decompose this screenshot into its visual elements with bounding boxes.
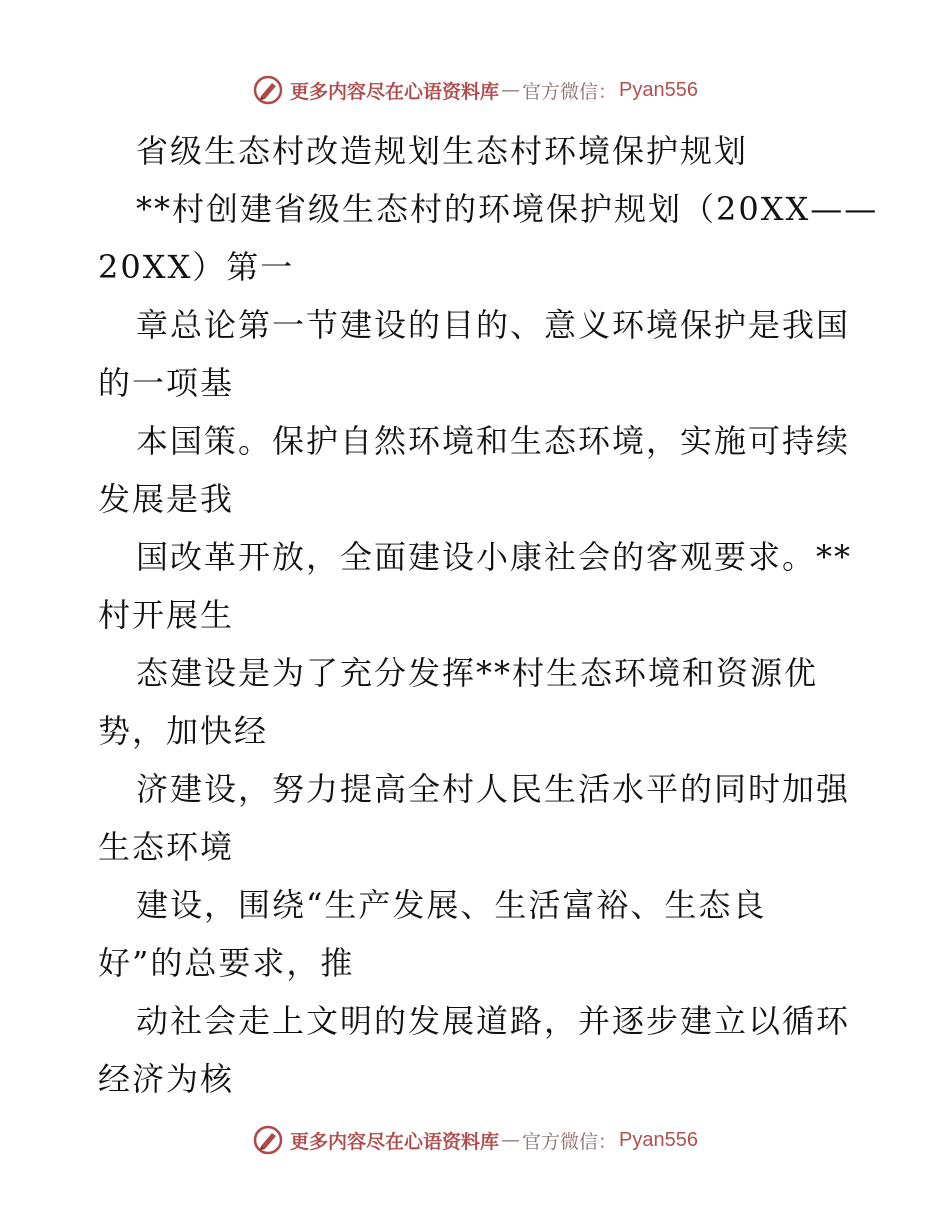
doc-line: 村开展生 xyxy=(98,596,235,634)
doc-line: 建设，围绕“生产发展、生活富裕、生态良 xyxy=(136,886,767,924)
doc-line: 态建设是为了充分发挥**村生态环境和资源优 xyxy=(136,654,819,692)
doc-line: 章总论第一节建设的目的、意义环境保护是我国 xyxy=(136,306,851,344)
header-dash: — xyxy=(501,79,521,101)
doc-line: 国改革开放，全面建设小康社会的客观要求。** xyxy=(136,538,853,576)
document-body xyxy=(98,122,879,1108)
doc-line: **村创建省级生态村的环境保护规划（20XX—— xyxy=(136,190,879,228)
doc-line: 20XX）第一 xyxy=(98,248,295,286)
footer-wechat-label: 官方微信： xyxy=(522,1130,618,1153)
red-pen-circle-logo-icon xyxy=(252,1124,284,1156)
doc-line: 的一项基 xyxy=(98,364,235,402)
footer-watermark-banner xyxy=(0,1120,950,1160)
header-wechat-id: Pyan556 xyxy=(619,78,698,101)
footer-promo-text: 更多内容尽在心语资料库 xyxy=(290,1130,500,1153)
header-watermark-banner xyxy=(0,70,950,110)
doc-line: 本国策。保护自然环境和生态环境，实施可持续 xyxy=(136,422,851,460)
doc-line: 势，加快经 xyxy=(98,712,269,750)
doc-line: 济建设，努力提高全村人民生活水平的同时加强 xyxy=(136,770,851,808)
red-pen-circle-logo-icon xyxy=(252,74,284,106)
footer-wechat-id: Pyan556 xyxy=(619,1128,698,1151)
header-wechat-label: 官方微信： xyxy=(522,80,618,103)
doc-line: 生态环境 xyxy=(98,828,235,866)
doc-line: 好”的总要求，推 xyxy=(98,944,355,982)
footer-dash: — xyxy=(501,1129,521,1151)
doc-line: 发展是我 xyxy=(98,480,235,518)
doc-line: 动社会走上文明的发展道路，并逐步建立以循环 xyxy=(136,1002,851,1040)
header-promo-text: 更多内容尽在心语资料库 xyxy=(290,80,500,103)
doc-line: 省级生态村改造规划生态村环境保护规划 xyxy=(136,132,749,170)
doc-line: 经济为核 xyxy=(98,1060,235,1098)
